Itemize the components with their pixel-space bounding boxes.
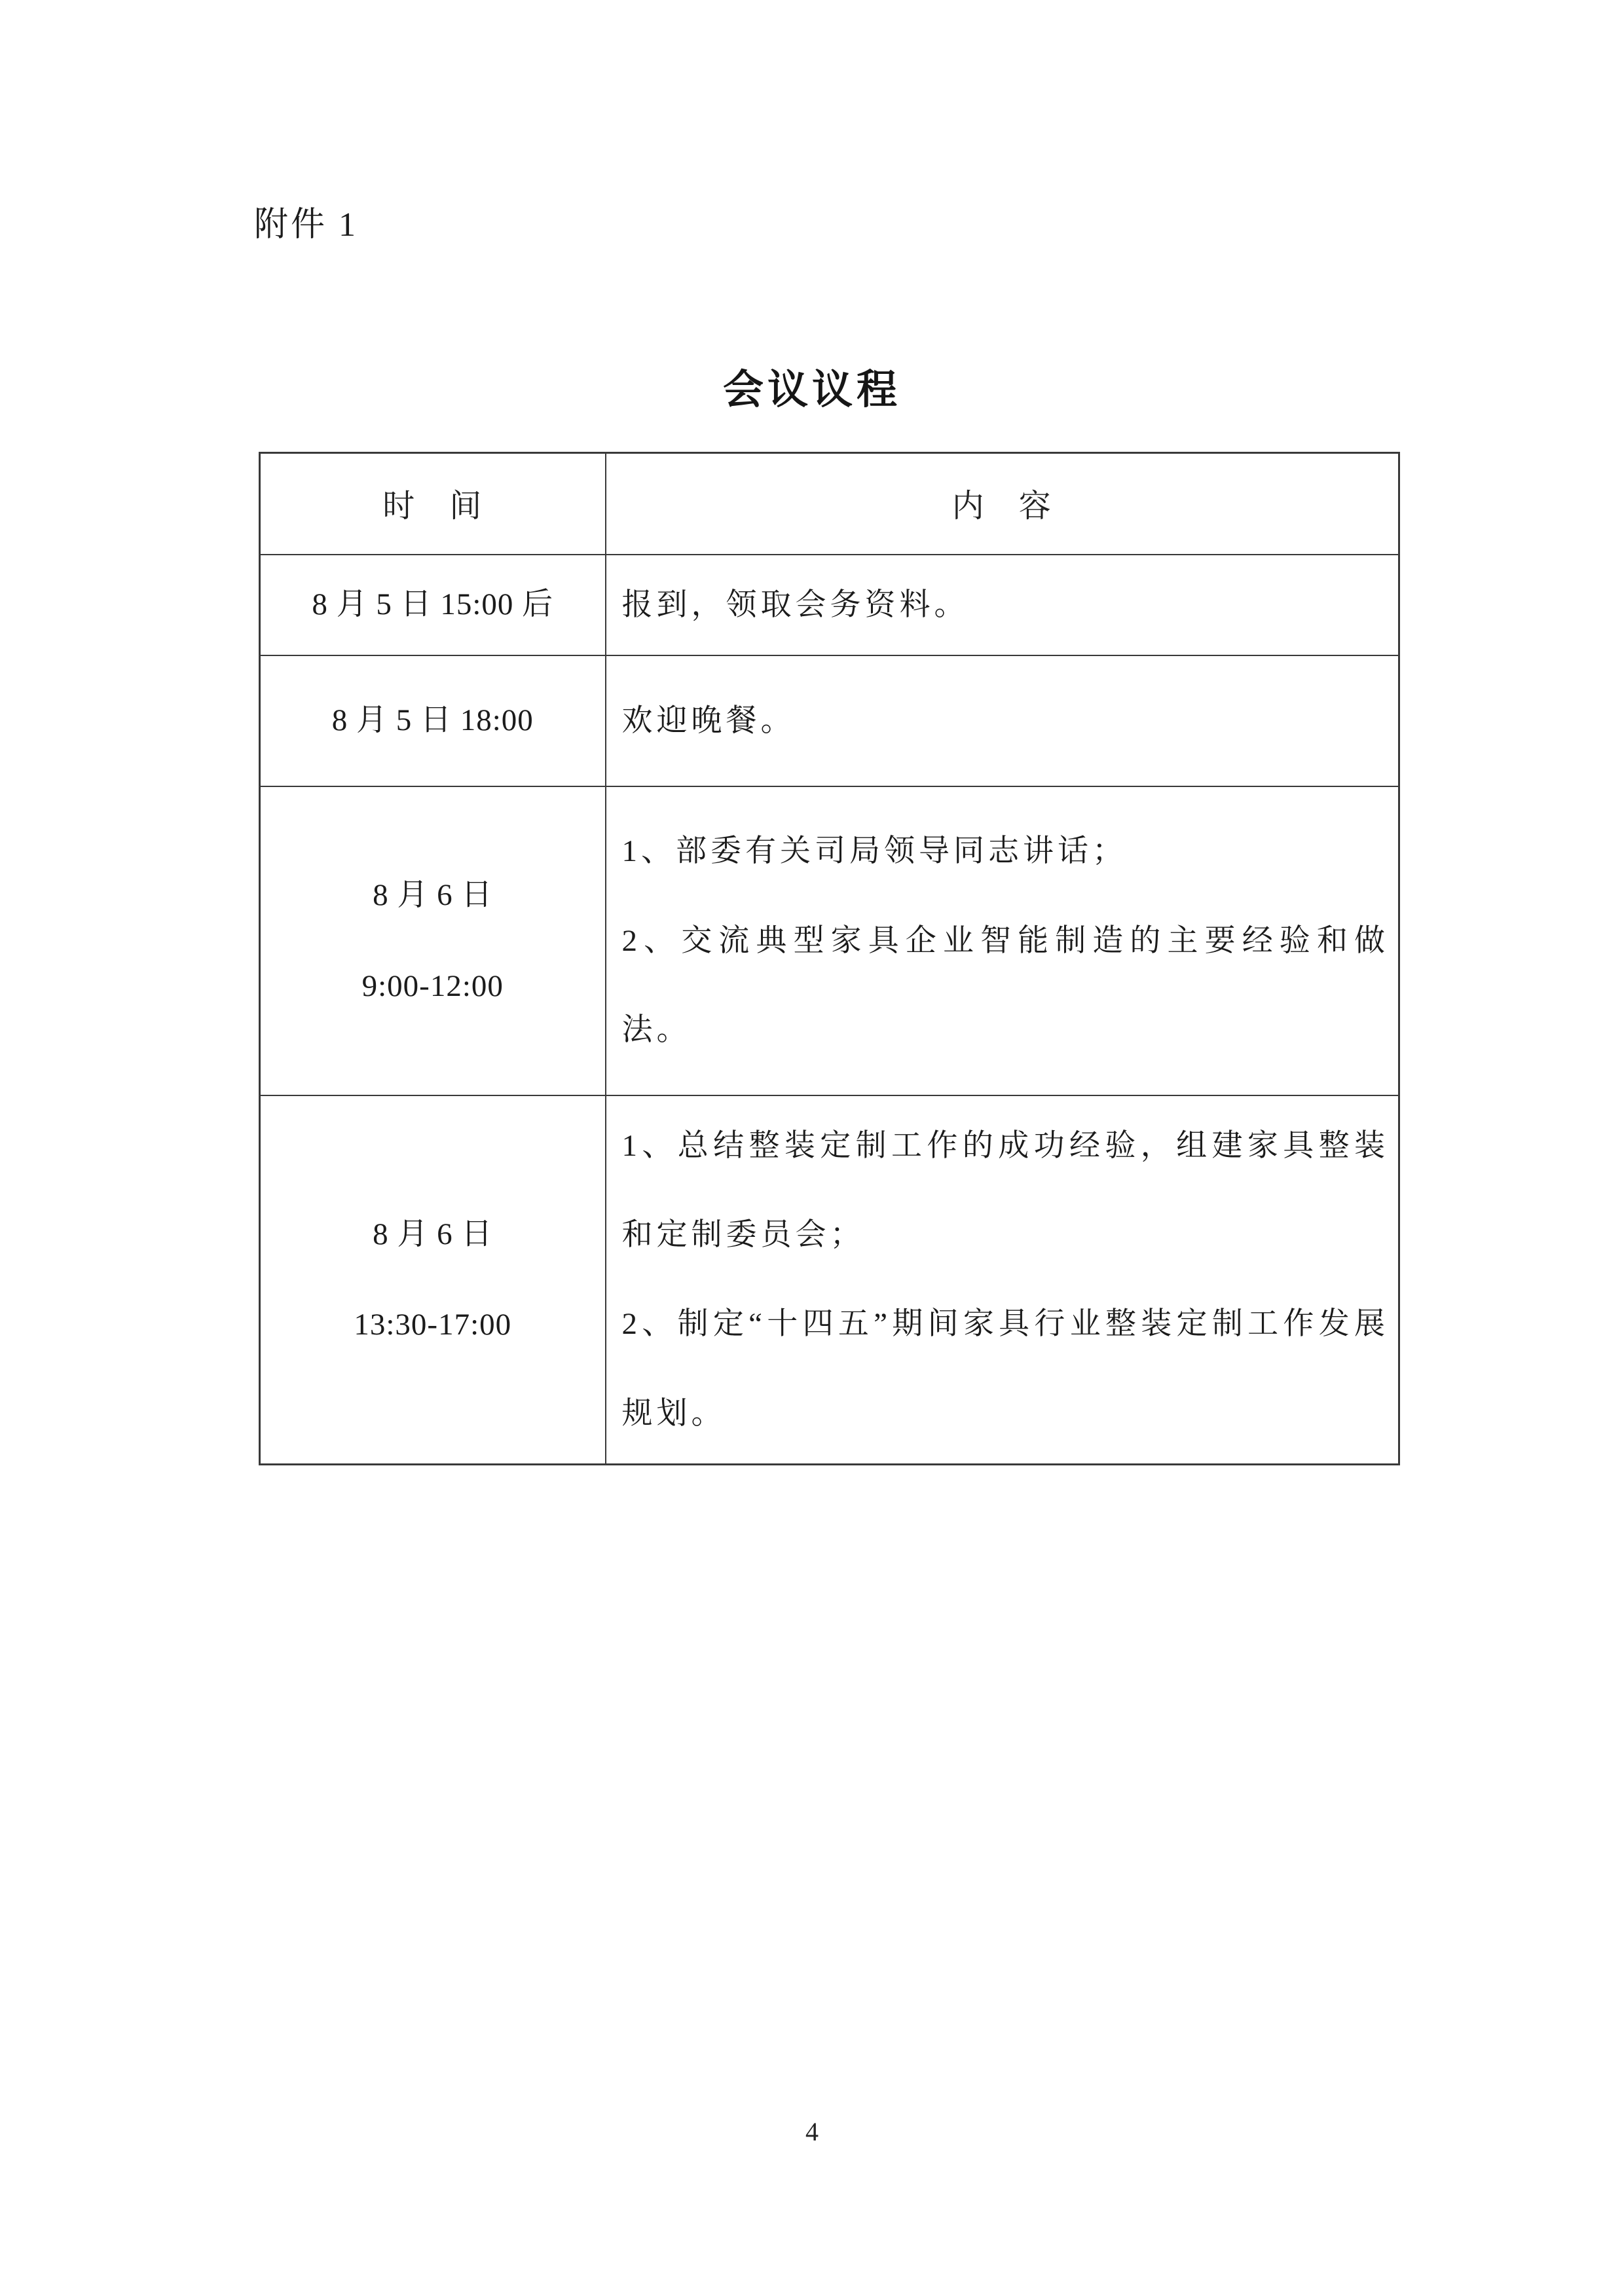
content-cell [606,655,1399,786]
table-row [260,1095,1399,1465]
time-cell [260,1095,606,1465]
content-cell [606,1095,1399,1465]
table-row [260,655,1399,786]
time-line: 8 月 5 日 18:00 [331,703,534,738]
time-line-hours: 13:30-17:00 [354,1308,512,1342]
time-line-hours: 9:00-12:00 [361,968,504,1003]
content-line: 报到，领取会务资料。 [621,587,969,622]
table-header-row [260,453,1399,555]
content-cell [606,786,1399,1095]
page-title: 会议议程 [722,367,901,413]
content-item-2: 2、交流典型家具企业智能制造的主要经验和做法。 [621,923,1389,1047]
time-cell [260,555,606,655]
content-cell [606,555,1399,655]
content-item-1: 1、部委有关司局领导同志讲话； [621,834,1127,869]
attachment-label: 附件 1 [254,206,359,244]
time-line: 8 月 5 日 15:00 后 [312,587,554,622]
table-row [260,555,1399,655]
column-header-time: 时 间 [260,453,606,555]
content-line: 欢迎晚餐。 [621,703,796,738]
table-row [260,786,1399,1095]
content-item-2: 2、制定“十四五”期间家具行业整装定制工作发展规划。 [621,1307,1389,1431]
time-cell [260,786,606,1095]
column-header-content: 内 容 [606,453,1399,555]
time-line-date: 8 月 6 日 [373,1217,493,1251]
page-number: 4 [805,2117,819,2146]
content-item-1: 1、总结整装定制工作的成功经验，组建家具整装和定制委员会； [621,1128,1389,1253]
time-cell [260,655,606,786]
time-line-date: 8 月 6 日 [373,878,493,913]
agenda-table [259,452,1400,1465]
